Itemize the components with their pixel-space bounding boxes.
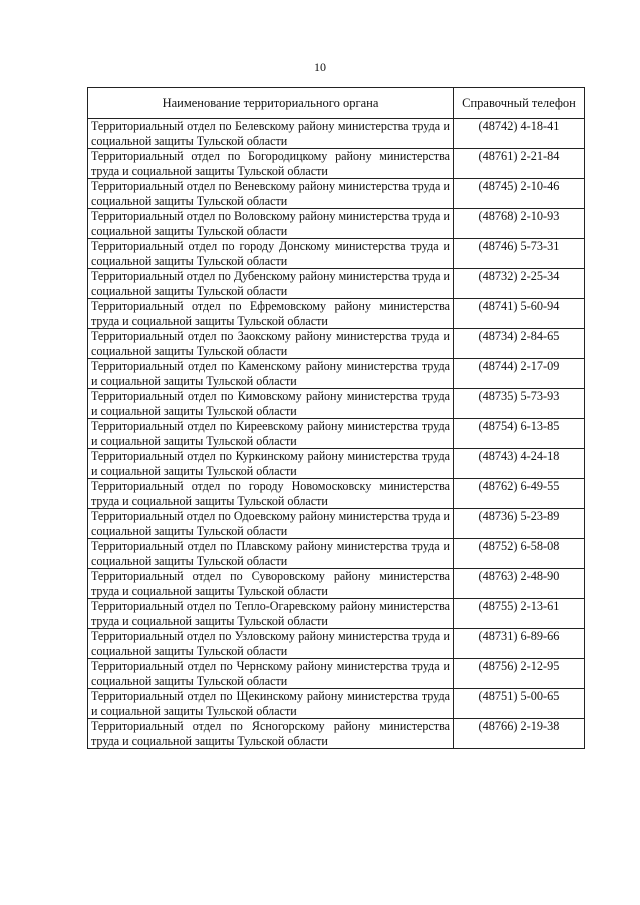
phone-cell: (48762) 6-49-55 — [454, 479, 585, 509]
agency-name-cell: Территориальный отдел по Заокскому району министерства труда и социальной защиты Тульской области — [88, 329, 454, 359]
table-row — [88, 209, 585, 239]
agency-name-cell: Территориальный отдел по Ясногорскому району министерства труда и социальной защиты Тульской области — [88, 719, 454, 749]
phone-cell: (48746) 5-73-31 — [454, 239, 585, 269]
phone-cell: (48756) 2-12-95 — [454, 659, 585, 689]
table-row — [88, 299, 585, 329]
table-row — [88, 479, 585, 509]
agency-name-cell: Территориальный отдел по Узловскому району министерства труда и социальной защиты Тульской области — [88, 629, 454, 659]
table-row — [88, 689, 585, 719]
phone-cell: (48751) 5-00-65 — [454, 689, 585, 719]
phone-cell: (48743) 4-24-18 — [454, 449, 585, 479]
phone-cell: (48752) 6-58-08 — [454, 539, 585, 569]
table-body — [88, 119, 585, 749]
phone-cell: (48761) 2-21-84 — [454, 149, 585, 179]
phone-cell: (48766) 2-19-38 — [454, 719, 585, 749]
table-row — [88, 509, 585, 539]
agency-name-cell: Территориальный отдел по Веневскому району министерства труда и социальной защиты Тульской области — [88, 179, 454, 209]
table-row — [88, 119, 585, 149]
table-row — [88, 599, 585, 629]
agency-name-cell: Территориальный отдел по Киреевскому району министерства труда и социальной защиты Тульской области — [88, 419, 454, 449]
agency-name-cell: Территориальный отдел по Дубенскому району министерства труда и социальной защиты Тульской области — [88, 269, 454, 299]
phone-cell: (48744) 2-17-09 — [454, 359, 585, 389]
table-row — [88, 149, 585, 179]
phone-cell: (48745) 2-10-46 — [454, 179, 585, 209]
table-row — [88, 569, 585, 599]
agency-name-cell: Территориальный отдел по Ефремовскому району министерства труда и социальной защиты Тульской области — [88, 299, 454, 329]
phone-cell: (48735) 5-73-93 — [454, 389, 585, 419]
phone-cell: (48736) 5-23-89 — [454, 509, 585, 539]
agency-name-cell: Территориальный отдел по Тепло-Огаревскому району министерства труда и социальной защиты Тульской области — [88, 599, 454, 629]
phone-cell: (48732) 2-25-34 — [454, 269, 585, 299]
agency-name-cell: Территориальный отдел по Куркинскому району министерства труда и социальной защиты Тульской области — [88, 449, 454, 479]
agency-name-cell: Территориальный отдел по Щекинскому району министерства труда и социальной защиты Тульской области — [88, 689, 454, 719]
agency-name-cell: Территориальный отдел по Плавскому району министерства труда и социальной защиты Тульской области — [88, 539, 454, 569]
page-number: 10 — [314, 60, 326, 74]
phone-cell: (48763) 2-48-90 — [454, 569, 585, 599]
agencies-table — [87, 87, 585, 749]
table-row — [88, 629, 585, 659]
agency-name-cell: Территориальный отдел по городу Новомосковску министерства труда и социальной защиты Тульской области — [88, 479, 454, 509]
agency-name-cell: Территориальный отдел по Суворовскому району министерства труда и социальной защиты Тульской области — [88, 569, 454, 599]
phone-cell: (48742) 4-18-41 — [454, 119, 585, 149]
agency-name-cell: Территориальный отдел по Белевскому району министерства труда и социальной защиты Тульской области — [88, 119, 454, 149]
table-header-row — [88, 88, 585, 119]
phone-cell: (48755) 2-13-61 — [454, 599, 585, 629]
agency-name-cell: Территориальный отдел по городу Донскому министерства труда и социальной защиты Тульской области — [88, 239, 454, 269]
table-row — [88, 659, 585, 689]
phone-cell: (48741) 5-60-94 — [454, 299, 585, 329]
table-row — [88, 179, 585, 209]
agency-name-cell: Территориальный отдел по Каменскому району министерства труда и социальной защиты Тульской области — [88, 359, 454, 389]
agency-name-cell: Территориальный отдел по Чернскому району министерства труда и социальной защиты Тульской области — [88, 659, 454, 689]
table-row — [88, 269, 585, 299]
table-row — [88, 359, 585, 389]
table-row — [88, 239, 585, 269]
table-row — [88, 329, 585, 359]
header-phone: Справочный телефон — [454, 88, 585, 119]
agency-name-cell: Территориальный отдел по Богородицкому району министерства труда и социальной защиты Тульской области — [88, 149, 454, 179]
phone-cell: (48731) 6-89-66 — [454, 629, 585, 659]
header-name: Наименование территориального органа — [88, 88, 454, 119]
table-row — [88, 539, 585, 569]
agency-name-cell: Территориальный отдел по Одоевскому району министерства труда и социальной защиты Тульской области — [88, 509, 454, 539]
phone-cell: (48734) 2-84-65 — [454, 329, 585, 359]
table-row — [88, 719, 585, 749]
table-row — [88, 389, 585, 419]
phone-cell: (48754) 6-13-85 — [454, 419, 585, 449]
table-row — [88, 419, 585, 449]
phone-cell: (48768) 2-10-93 — [454, 209, 585, 239]
agency-name-cell: Территориальный отдел по Кимовскому району министерства труда и социальной защиты Тульской области — [88, 389, 454, 419]
table-row — [88, 449, 585, 479]
agency-name-cell: Территориальный отдел по Воловскому району министерства труда и социальной защиты Тульской области — [88, 209, 454, 239]
